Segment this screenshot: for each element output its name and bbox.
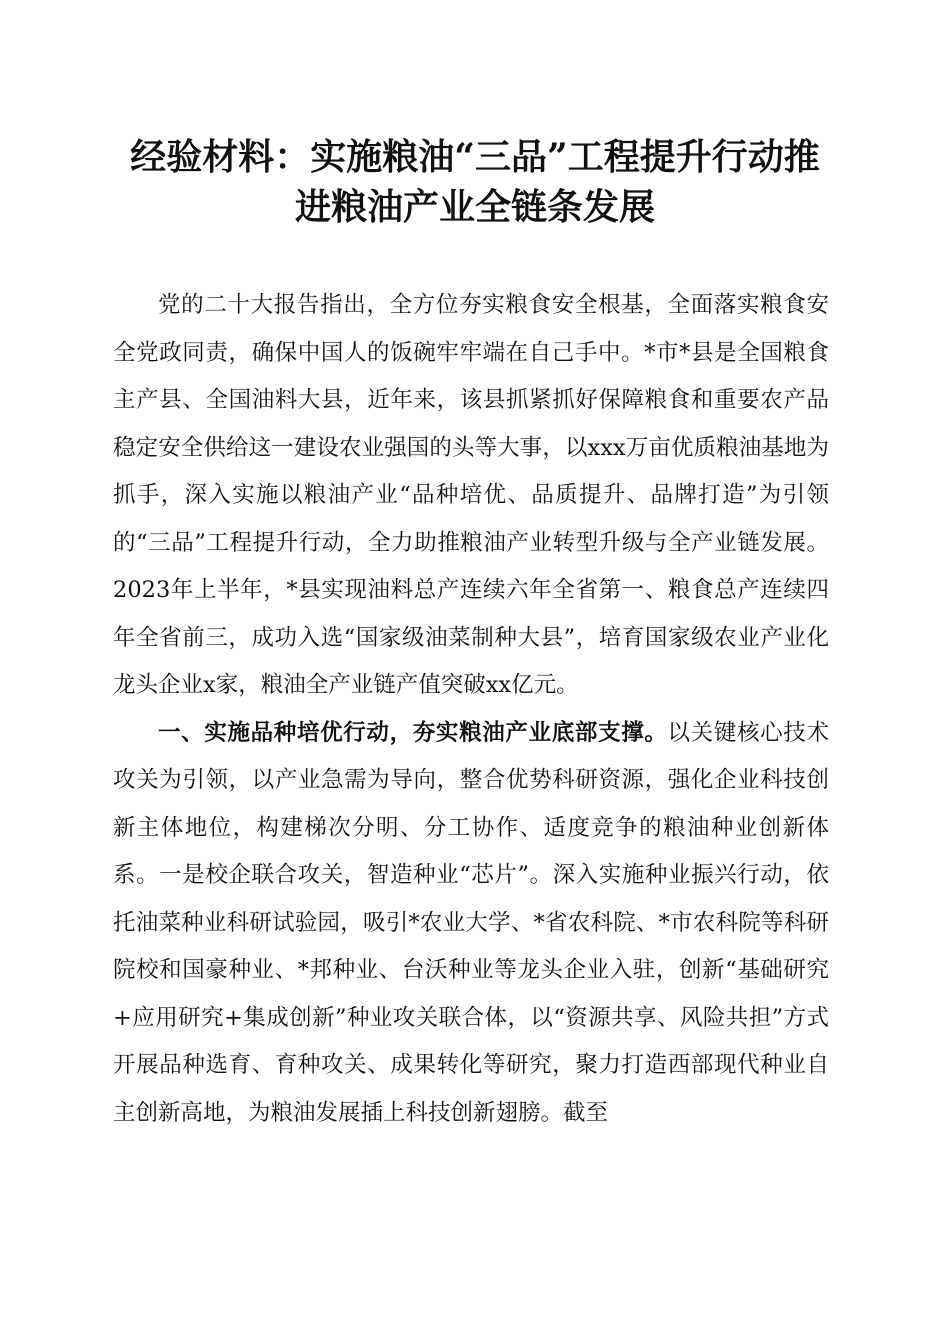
title-line-2: 进粮油产业全链条发展 <box>294 186 655 228</box>
section-1-heading: 一、实施品种培优行动，夯实粮油产业底部支撑。 <box>158 719 668 746</box>
title-line-1: 经验材料：实施粮油“三品”工程提升行动推 <box>130 136 820 178</box>
section-1-body: 以关键核心技术攻关为引领，以产业急需为导向，整合优势科研资源，强化企业科技创新主体地位，构建梯次分明、分工协作、适度竞争的粮油种业创新体系。一是校企联合攻关，智造种业“芯片”。深入实施种业振兴行动，依托油菜种业科研试验园，吸引*农业大学、*省农科院、*市农科院等科研院校和国豪种业、*邦种业、台沃种业等龙头企业入驻，创新“基础研究+应用研究+集成创新”种业攻关联合体，以“资源共享、风险共担”方式开展品种选育、育种攻关、成果转化等研究，聚力打造西部现代种业自主创新高地，为粮油发展插上科技创新翅膀。截至 <box>113 719 829 1126</box>
intro-paragraph: 党的二十大报告指出，全方位夯实粮食安全根基，全面落实粮食安全党政同责，确保中国人的饭碗牢牢端在自己手中。*市*县是全国粮食主产县、全国油料大县，近年来，该县抓紧抓好保障粮食和重要农产品稳定安全供给这一建设农业强国的头等大事，以xxx万亩优质粮油基地为抓手，深入实施以粮油产业“品种培优、品质提升、品牌打造”为引领的“三品”工程提升行动，全力助推粮油产业转型升级与全产业链发展。2023年上半年，*县实现油料总产连续六年全省第一、粮食总产连续四年全省前三，成功入选“国家级油菜制种大县”，培育国家级农业产业化龙头企业x家，粮油全产业链产值突破xx亿元。 <box>113 292 829 698</box>
document-title <box>110 132 840 232</box>
section-1-paragraph <box>113 710 829 1138</box>
document-body <box>113 282 829 1137</box>
